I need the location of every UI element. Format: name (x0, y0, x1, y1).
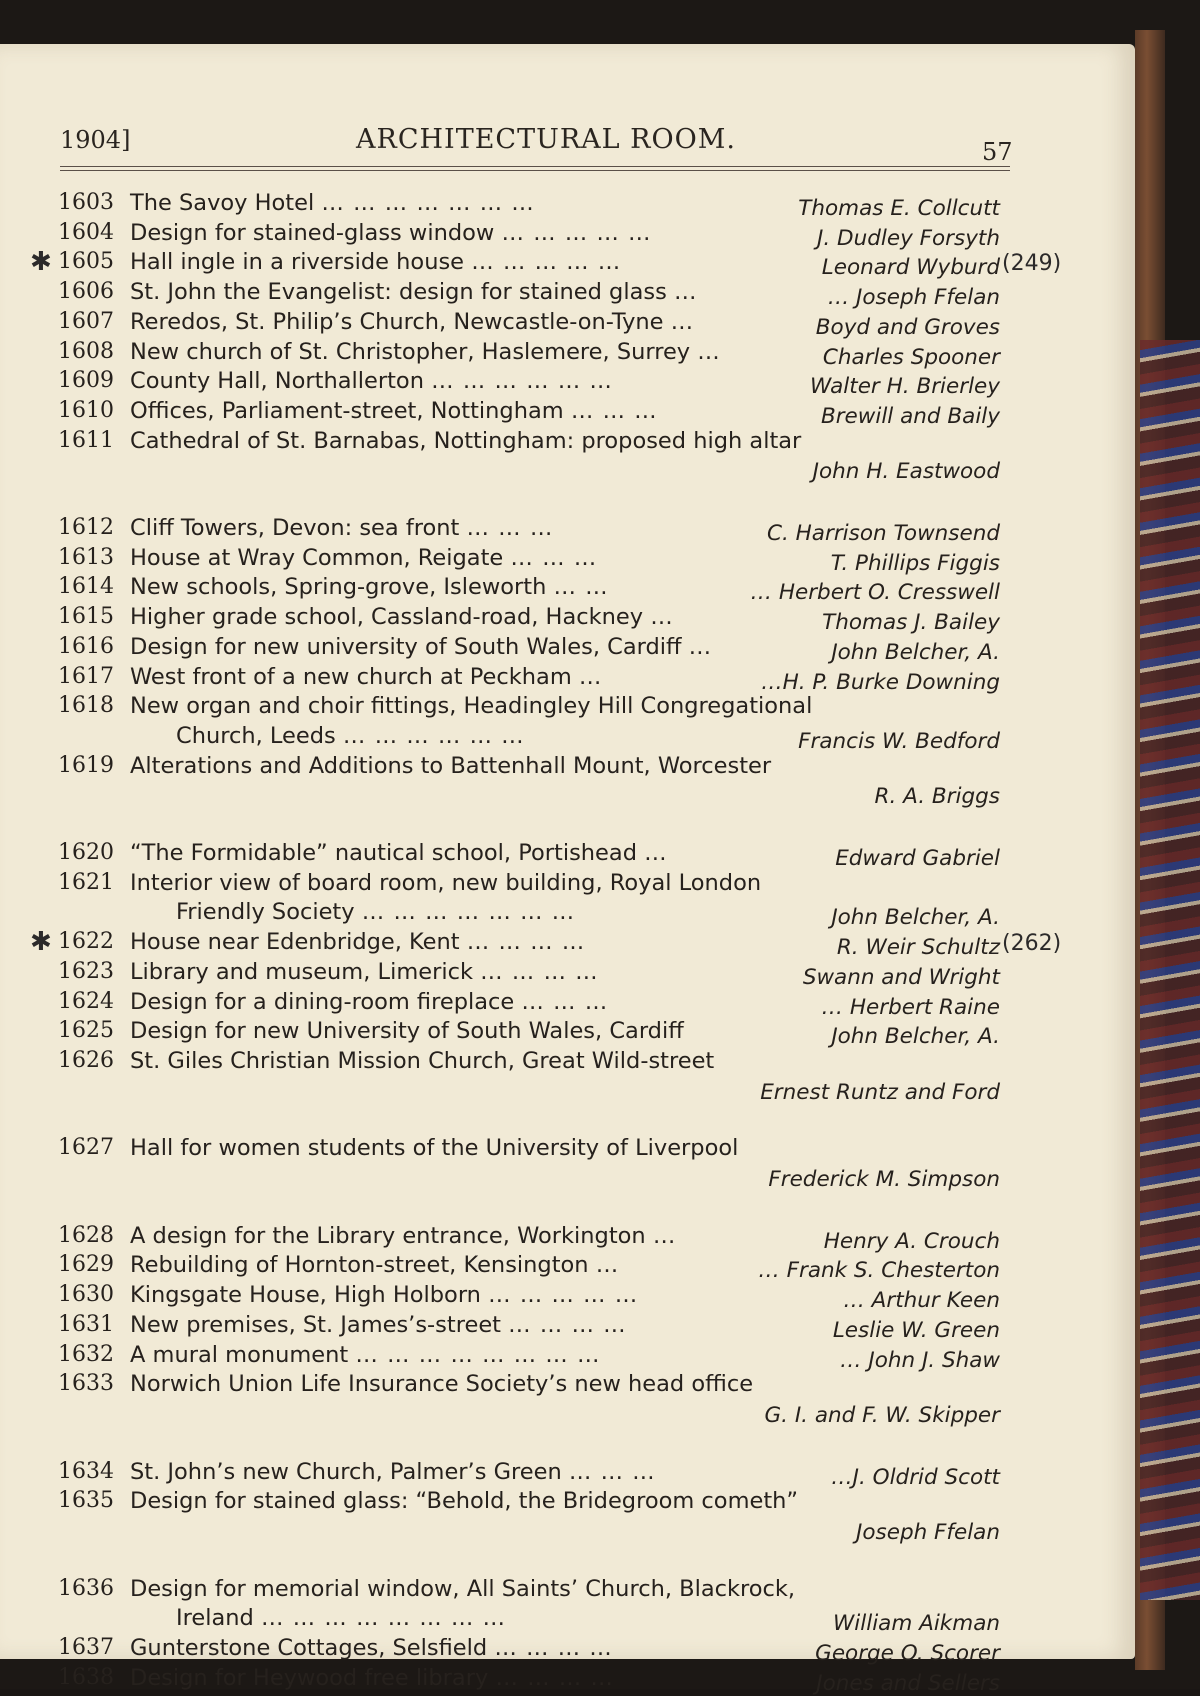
entry-artist: Walter H. Brierley (810, 374, 1000, 400)
entry-number: 1617 (58, 663, 114, 689)
entry-title-text: New church of St. Christopher, Haslemere, Surrey (130, 338, 691, 365)
leader-dots: … … … … … (501, 219, 652, 246)
entry-number: 1638 (58, 1664, 114, 1690)
entry-number: 1604 (58, 219, 114, 245)
entry-number: 1619 (58, 752, 114, 778)
entry-title-continuation (176, 1605, 506, 1631)
entry-artist: … Herbert O. Cresswell (750, 580, 1000, 606)
entry-number: 1623 (58, 958, 114, 984)
entry-title-text: St. John’s new Church, Palmer’s Green (130, 1458, 562, 1485)
entry-artist: Ernest Runtz and Ford (760, 1079, 1000, 1105)
entry-title-text: Cliff Towers, Devon: sea front (130, 515, 460, 541)
annotation-mark: ✱ (30, 927, 52, 958)
entry-title-text: Design for stained glass: “Behold, the Bridegroom cometh” (130, 1488, 799, 1515)
entry-title (130, 398, 658, 424)
entry-title-text: Design for stained-glass window (130, 219, 495, 246)
entry-title-text: Design for a dining-room fireplace (130, 988, 515, 1015)
entry-number: 1611 (58, 427, 114, 453)
entry-artist: T. Phillips Figgis (830, 550, 1000, 576)
entry-artist: …J. Oldrid Scott (831, 1464, 1000, 1490)
entry-title-continuation-text: Ireland (176, 1605, 254, 1632)
entry-number: 1616 (58, 633, 114, 659)
leader-dots: … … … … (466, 929, 586, 956)
entry-title (130, 1459, 656, 1485)
leader-dots: … … … … … … … (361, 899, 576, 926)
entry-title-text: Interior view of board room, new building, Royal London (130, 869, 762, 896)
entry-title (130, 1312, 627, 1338)
entry-number: 1637 (58, 1635, 114, 1661)
entry-title (130, 870, 761, 896)
entry-artist: C. Harrison Townsend (766, 521, 1000, 546)
leader-dots: … … … … … … (431, 368, 613, 395)
leader-dots: … … … (570, 397, 658, 424)
entry-number: 1633 (58, 1371, 114, 1397)
entry-artist: R. Weir Schultz (836, 935, 1000, 961)
entry-number: 1629 (58, 1252, 114, 1278)
entry-number: 1626 (58, 1047, 114, 1073)
entry-title (130, 1282, 638, 1308)
entry-title-text: Reredos, St. Philip’s Church, Newcastle-on-Tyne (130, 308, 664, 335)
entry-artist: Frederick M. Simpson (768, 1167, 1000, 1192)
entry-artist: Henry A. Crouch (823, 1228, 1000, 1254)
entry-number: 1618 (58, 693, 114, 719)
entry-title-continuation (176, 723, 525, 749)
entry-title (130, 428, 801, 454)
entry-title-text: Library and museum, Limerick (130, 958, 473, 985)
entry-title (130, 664, 602, 690)
entry-title (130, 929, 585, 955)
entry-title (130, 220, 652, 246)
entry-title (130, 249, 621, 275)
entry-title-text: New schools, Spring-grove, Isleworth (130, 574, 547, 601)
entry-number: 1620 (58, 840, 114, 865)
leader-dots: … … … … (495, 1664, 614, 1691)
entry-artist: George O. Scorer (815, 1641, 1000, 1667)
entry-artist: Thomas E. Collcutt (798, 196, 1000, 221)
entry-number: 1607 (58, 308, 114, 334)
entry-number: 1606 (58, 279, 114, 305)
entry-title-text: St. John the Evangelist: design for stained glass (130, 279, 667, 306)
leader-dots: … (670, 308, 695, 335)
handwritten-note: (262) (1002, 931, 1062, 957)
handwritten-note: (249) (1002, 251, 1062, 277)
entry-title (130, 1665, 614, 1691)
entry-title (130, 1223, 676, 1249)
entry-artist: R. A. Briggs (874, 784, 1000, 810)
leader-dots: … … … … … … (342, 722, 525, 749)
entry-title (130, 604, 674, 630)
leader-dots: … (644, 840, 668, 866)
entry-title-text: Design for Heywood free library (130, 1664, 489, 1691)
entry-title (130, 574, 609, 600)
leader-dots: … … (553, 574, 609, 601)
entry-title-text: St. Giles Christian Mission Church, Great Wild-street (130, 1047, 715, 1074)
entry-number: 1615 (58, 604, 114, 630)
entry-number: 1621 (58, 869, 114, 895)
marbled-endpaper (1140, 340, 1200, 1600)
leader-dots: … (650, 604, 674, 631)
entry-title (130, 1048, 714, 1074)
entry-title-text: “The Formidable” nautical school, Portishead (130, 840, 637, 866)
leader-dots: … (595, 1252, 620, 1279)
entry-title (130, 1371, 753, 1397)
entry-number: 1609 (58, 368, 114, 394)
entry-title (130, 753, 771, 779)
leader-dots: … … … (568, 1458, 656, 1485)
entry-artist: … Joseph Ffelan (827, 285, 1000, 311)
entry-title (130, 1018, 684, 1044)
entry-title-text: House near Edenbridge, Kent (130, 929, 460, 956)
entry-title-text: Hall ingle in a riverside house (130, 249, 465, 276)
leader-dots: … … … … … (488, 1282, 639, 1309)
entry-title (130, 989, 608, 1015)
entry-number: 1636 (58, 1575, 114, 1601)
entry-title (130, 190, 535, 216)
entry-artist: G. I. and F. W. Skipper (764, 1402, 1000, 1428)
leader-dots: … (697, 338, 721, 365)
entry-title (130, 279, 697, 305)
leader-dots: … (578, 663, 603, 690)
entry-artist: Boyd and Groves (815, 314, 1000, 340)
entry-artist: Leslie W. Green (832, 1317, 1000, 1343)
entry-title (130, 1252, 619, 1278)
leader-dots: … … … (510, 544, 598, 571)
entry-title-text: A mural monument (130, 1341, 349, 1368)
page-number: 57 (982, 138, 1013, 166)
entry-artist: Brewill and Baily (820, 403, 1000, 429)
entry-number: 1612 (58, 515, 114, 540)
entry-number: 1628 (58, 1222, 114, 1248)
entry-title-text: Design for memorial window, All Saints’ Church, Blackrock, (130, 1575, 796, 1602)
entry-title (130, 1342, 600, 1368)
entry-artist: John Belcher, A. (831, 639, 1000, 665)
leader-dots: … … … (466, 515, 554, 541)
entry-title-text: Rebuilding of Hornton-street, Kensington (130, 1252, 589, 1279)
leader-dots: … … … (521, 988, 609, 1015)
entry-number: 1614 (58, 574, 114, 600)
entry-number: 1634 (58, 1458, 114, 1484)
entry-number: 1613 (58, 544, 114, 570)
entry-title-continuation (176, 899, 575, 925)
entry-number: 1630 (58, 1282, 114, 1308)
entry-number: 1632 (58, 1341, 114, 1367)
entry-artist: John H. Eastwood (812, 459, 1000, 485)
entry-artist: John Belcher, A. (831, 905, 1000, 931)
entry-artist: John Belcher, A. (831, 1024, 1000, 1050)
entry-title (130, 368, 613, 394)
leader-dots: … (673, 279, 698, 306)
entry-artist: Charles Spooner (822, 344, 1000, 370)
entry-title-continuation-text: Friendly Society (176, 899, 355, 926)
leader-dots: … (652, 1222, 677, 1249)
entry-title-text: Gunterstone Cottages, Selsfield (130, 1635, 488, 1662)
entry-artist: William Aikman (833, 1611, 1000, 1637)
entry-title-continuation-text: Church, Leeds (176, 722, 336, 749)
entry-title-text: County Hall, Northallerton (130, 368, 424, 395)
entry-artist: J. Dudley Forsyth (817, 225, 1000, 251)
entry-number: 1608 (58, 338, 114, 364)
entry-title (130, 840, 668, 866)
header-year: 1904] (60, 126, 131, 154)
leader-dots: … … … … … … … … (260, 1605, 507, 1632)
leader-dots: … … … … (480, 958, 599, 985)
entry-artist: … John J. Shaw (840, 1347, 1000, 1373)
entry-title (130, 959, 599, 985)
entry-title (130, 1576, 795, 1602)
header-title: ARCHITECTURAL ROOM. (356, 124, 737, 155)
entry-number: 1627 (58, 1135, 114, 1161)
entry-number: 1622 (58, 929, 114, 955)
entry-number: 1631 (58, 1311, 114, 1337)
entry-title (130, 693, 812, 719)
leader-dots: … … … … (494, 1635, 613, 1662)
entry-title-text: Offices, Parliament-street, Nottingham (130, 397, 564, 424)
entry-artist: Leonard Wyburd (821, 255, 1000, 281)
entry-title-text: Cathedral of St. Barnabas, Nottingham: proposed high altar (130, 427, 802, 454)
annotation-mark: ✱ (30, 247, 52, 278)
entry-title (130, 634, 712, 660)
entry-artist: …H. P. Burke Downing (761, 669, 1000, 695)
entry-title (130, 515, 553, 541)
entry-artist: Thomas J. Bailey (822, 610, 1000, 636)
entry-title-text: Hall for women students of the University of Liverpool (130, 1135, 739, 1162)
entry-number: 1635 (58, 1488, 114, 1514)
entry-title-text: Norwich Union Life Insurance Society’s new head office (130, 1371, 754, 1398)
entry-number: 1610 (58, 397, 114, 423)
entry-title-text: Kingsgate House, High Holborn (130, 1282, 481, 1309)
entry-title-text: Design for new University of South Wales, Cardiff (130, 1018, 684, 1045)
entry-title (130, 1635, 613, 1661)
leader-dots: … … … … … … … … (355, 1341, 601, 1368)
leader-dots: … … … … … (471, 249, 622, 276)
entry-artist: … Herbert Raine (821, 994, 1000, 1020)
entry-artist: … Arthur Keen (843, 1288, 1000, 1314)
entry-artist: … Frank S. Chesterton (758, 1258, 1000, 1284)
entry-title-text: Design for new university of South Wales, Cardiff (130, 633, 682, 660)
entry-title-text: Higher grade school, Cassland-road, Hackney (130, 604, 644, 631)
entry-title (130, 1488, 798, 1514)
entry-artist: Francis W. Bedford (798, 728, 1000, 754)
entry-title (130, 309, 694, 335)
entry-number: 1624 (58, 988, 114, 1014)
entry-title (130, 1135, 738, 1161)
entry-artist: Swann and Wright (802, 964, 1000, 990)
entry-title (130, 339, 721, 365)
leader-dots: … … … … … … … (321, 190, 535, 216)
entry-title-text: New organ and choir fittings, Headingley Hill Congregational (130, 693, 813, 720)
entry-number: 1605 (58, 249, 114, 275)
entry-number: 1625 (58, 1018, 114, 1044)
entry-title (130, 545, 597, 571)
entry-artist: Jones and Sellers (816, 1670, 1000, 1696)
leader-dots: … (688, 633, 713, 660)
entry-title-text: The Savoy Hotel (130, 190, 315, 216)
entry-title-text: West front of a new church at Peckham (130, 663, 572, 690)
entry-title-text: Alterations and Additions to Battenhall Mount, Worcester (130, 752, 772, 779)
entry-title-text: A design for the Library entrance, Workington (130, 1222, 646, 1249)
entry-artist: Joseph Ffelan (856, 1520, 1000, 1545)
entry-artist: Edward Gabriel (835, 846, 1000, 871)
entry-title-text: New premises, St. James’s-street (130, 1311, 501, 1338)
leader-dots: … … … … (508, 1311, 627, 1338)
entry-title-text: House at Wray Common, Reigate (130, 544, 504, 571)
entry-number: 1603 (58, 190, 114, 215)
